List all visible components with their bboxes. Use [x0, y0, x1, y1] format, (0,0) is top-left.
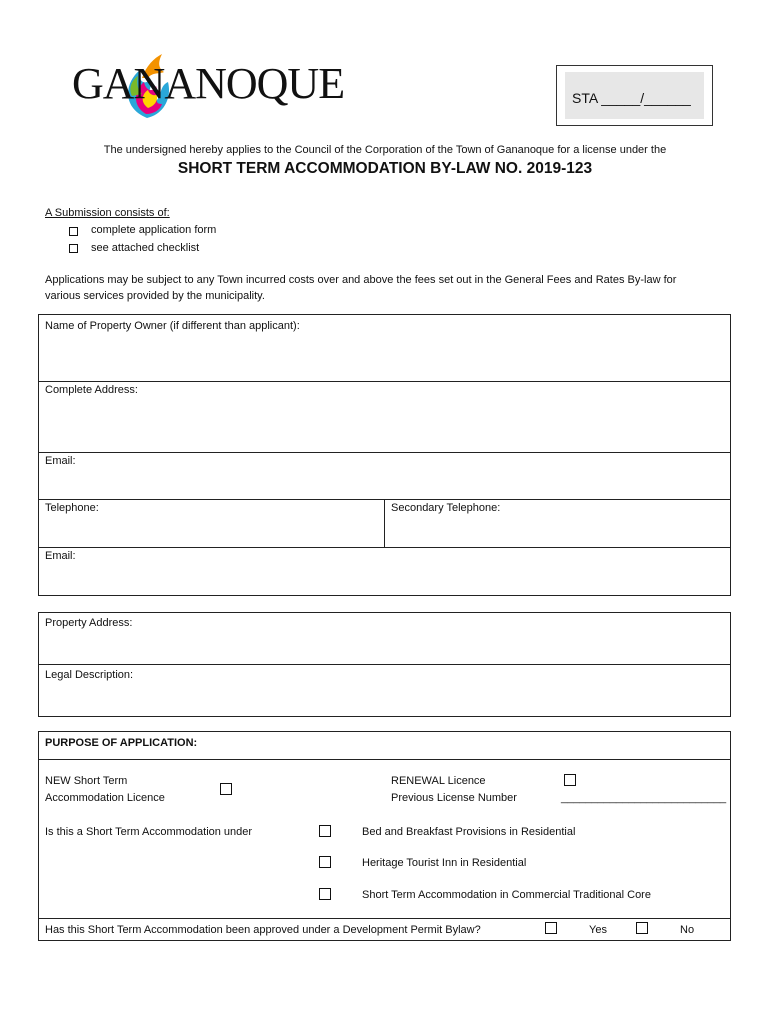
owner-name-label: Name of Property Owner (if different than applicant): — [45, 320, 300, 332]
email-label-2: Email: — [45, 550, 76, 562]
new-licence-label-1: NEW Short Term — [45, 775, 128, 787]
email-field-2[interactable] — [39, 548, 730, 595]
logo-text: GANANOQUE — [72, 59, 345, 108]
heritage-inn-label: Heritage Tourist Inn in Residential — [362, 857, 527, 869]
submission-item-form: complete application form — [91, 224, 217, 236]
previous-license-number-field[interactable]: ___________________________ — [561, 792, 727, 804]
legal-description-label: Legal Description: — [45, 669, 134, 681]
renewal-licence-label-2: Previous License Number — [391, 792, 517, 804]
sta-box — [556, 65, 713, 126]
sta-label: STA _____/______ — [572, 90, 691, 106]
new-licence-checkbox[interactable] — [220, 783, 232, 795]
commercial-core-checkbox[interactable] — [319, 888, 331, 900]
purpose-section — [38, 731, 731, 941]
property-section — [38, 612, 731, 717]
dev-permit-question: Has this Short Term Accommodation been approved under a Development Permit Bylaw? — [45, 924, 481, 936]
submission-item-checklist: see attached checklist — [91, 242, 200, 254]
intro-text: The undersigned hereby applies to the Council of the Corporation of the Town of Gananoque for a license under the — [103, 144, 667, 156]
dev-permit-yes-checkbox[interactable] — [545, 922, 557, 934]
property-address-label: Property Address: — [45, 617, 133, 629]
bed-breakfast-checkbox[interactable] — [319, 825, 331, 837]
heritage-inn-checkbox[interactable] — [319, 856, 331, 868]
notice-line-2: various services provided by the municipality. — [45, 290, 265, 302]
address-label: Complete Address: — [45, 384, 138, 396]
legal-description-field[interactable] — [39, 665, 730, 716]
secondary-telephone-field[interactable] — [385, 500, 730, 547]
telephone-label: Telephone: — [45, 502, 99, 514]
dev-permit-no-checkbox[interactable] — [636, 922, 648, 934]
renewal-licence-label-1: RENEWAL Licence — [391, 775, 486, 787]
commercial-core-label: Short Term Accommodation in Commercial Traditional Core — [362, 889, 651, 901]
purpose-heading: PURPOSE OF APPLICATION: — [45, 737, 198, 749]
bed-breakfast-label: Bed and Breakfast Provisions in Residential — [362, 826, 576, 838]
email-field[interactable] — [39, 453, 730, 499]
notice-line-1: Applications may be subject to any Town incurred costs over and above the fees set out in the General Fees and Rates By-law for — [45, 274, 677, 286]
owner-section — [38, 314, 731, 596]
bullet-square-icon — [69, 244, 78, 253]
town-logo — [70, 48, 380, 120]
secondary-telephone-label: Secondary Telephone: — [391, 502, 501, 514]
dev-permit-no-label: No — [680, 924, 695, 936]
under-question-label: Is this a Short Term Accommodation under — [45, 826, 253, 838]
page-title: SHORT TERM ACCOMMODATION BY-LAW NO. 2019-123 — [177, 160, 593, 177]
address-field[interactable] — [39, 382, 730, 452]
new-licence-label-2: Accommodation Licence — [45, 792, 165, 804]
dev-permit-yes-label: Yes — [589, 924, 607, 936]
email-label: Email: — [45, 455, 76, 467]
bullet-square-icon — [69, 227, 78, 236]
property-address-field[interactable] — [39, 613, 730, 664]
renewal-licence-checkbox[interactable] — [564, 774, 576, 786]
submission-heading: A Submission consists of: — [45, 207, 170, 219]
owner-name-field[interactable] — [39, 315, 730, 381]
telephone-field[interactable] — [39, 500, 384, 547]
